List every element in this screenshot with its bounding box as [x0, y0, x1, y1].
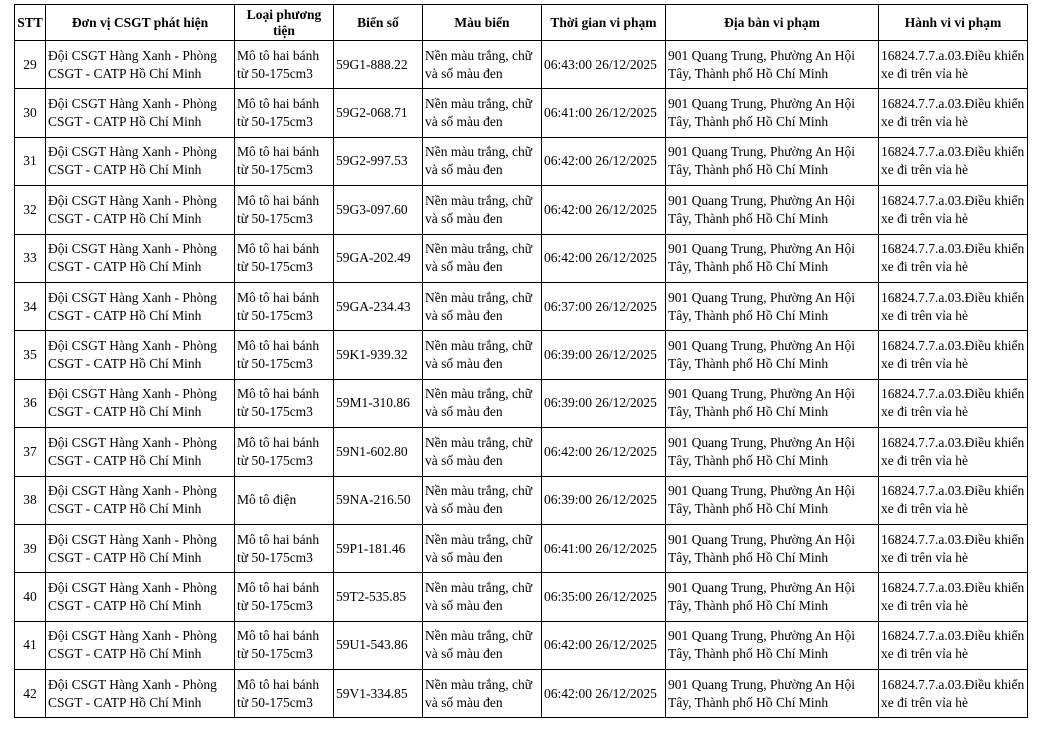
cell-plate-color: Nền màu trắng, chữ và số màu đen	[423, 89, 542, 137]
header-time: Thời gian vi phạm	[542, 5, 666, 41]
cell-plate: 59G1-888.22	[334, 41, 423, 89]
header-vehicle: Loại phương tiện	[235, 5, 334, 41]
header-violation: Hành vi vi phạm	[879, 5, 1028, 41]
cell-stt: 38	[15, 476, 46, 524]
cell-vehicle: Mô tô hai bánh từ 50-175cm3	[235, 524, 334, 572]
cell-time: 06:42:00 26/12/2025	[542, 186, 666, 234]
cell-vehicle: Mô tô hai bánh từ 50-175cm3	[235, 428, 334, 476]
cell-unit: Đội CSGT Hàng Xanh - Phòng CSGT - CATP Hồ Chí Minh	[46, 428, 235, 476]
cell-plate-color: Nền màu trắng, chữ và số màu đen	[423, 573, 542, 621]
cell-stt: 33	[15, 234, 46, 282]
cell-location: 901 Quang Trung, Phường An Hội Tây, Thành phố Hồ Chí Minh	[666, 428, 879, 476]
cell-plate-color: Nền màu trắng, chữ và số màu đen	[423, 41, 542, 89]
table-row	[15, 89, 1028, 137]
cell-stt: 29	[15, 41, 46, 89]
header-plate: Biển số	[334, 5, 423, 41]
cell-vehicle: Mô tô hai bánh từ 50-175cm3	[235, 137, 334, 185]
cell-stt: 30	[15, 89, 46, 137]
table-row	[15, 379, 1028, 427]
cell-time: 06:39:00 26/12/2025	[542, 379, 666, 427]
cell-stt: 39	[15, 524, 46, 572]
cell-plate: 59U1-543.86	[334, 621, 423, 669]
cell-plate-color: Nền màu trắng, chữ và số màu đen	[423, 670, 542, 718]
cell-vehicle: Mô tô hai bánh từ 50-175cm3	[235, 331, 334, 379]
cell-vehicle: Mô tô hai bánh từ 50-175cm3	[235, 573, 334, 621]
cell-plate: 59M1-310.86	[334, 379, 423, 427]
cell-violation: 16824.7.7.a.03.Điều khiển xe đi trên vỉa hè	[879, 670, 1028, 718]
cell-time: 06:42:00 26/12/2025	[542, 621, 666, 669]
cell-plate: 59V1-334.85	[334, 670, 423, 718]
cell-plate: 59P1-181.46	[334, 524, 423, 572]
cell-location: 901 Quang Trung, Phường An Hội Tây, Thành phố Hồ Chí Minh	[666, 379, 879, 427]
table-row	[15, 524, 1028, 572]
cell-vehicle: Mô tô điện	[235, 476, 334, 524]
cell-vehicle: Mô tô hai bánh từ 50-175cm3	[235, 89, 334, 137]
table-row	[15, 621, 1028, 669]
table-row	[15, 331, 1028, 379]
cell-stt: 36	[15, 379, 46, 427]
cell-unit: Đội CSGT Hàng Xanh - Phòng CSGT - CATP Hồ Chí Minh	[46, 186, 235, 234]
cell-location: 901 Quang Trung, Phường An Hội Tây, Thành phố Hồ Chí Minh	[666, 89, 879, 137]
cell-plate-color: Nền màu trắng, chữ và số màu đen	[423, 621, 542, 669]
cell-plate: 59GA-202.49	[334, 234, 423, 282]
cell-violation: 16824.7.7.a.03.Điều khiển xe đi trên vỉa hè	[879, 186, 1028, 234]
cell-plate: 59NA-216.50	[334, 476, 423, 524]
header-plate-color: Màu biển	[423, 5, 542, 41]
cell-plate-color: Nền màu trắng, chữ và số màu đen	[423, 524, 542, 572]
cell-violation: 16824.7.7.a.03.Điều khiển xe đi trên vỉa hè	[879, 573, 1028, 621]
header-stt: STT	[15, 5, 46, 41]
cell-vehicle: Mô tô hai bánh từ 50-175cm3	[235, 379, 334, 427]
cell-time: 06:37:00 26/12/2025	[542, 282, 666, 330]
cell-location: 901 Quang Trung, Phường An Hội Tây, Thành phố Hồ Chí Minh	[666, 573, 879, 621]
violations-table	[14, 4, 1028, 718]
table-row	[15, 186, 1028, 234]
cell-time: 06:35:00 26/12/2025	[542, 573, 666, 621]
cell-vehicle: Mô tô hai bánh từ 50-175cm3	[235, 670, 334, 718]
cell-violation: 16824.7.7.a.03.Điều khiển xe đi trên vỉa hè	[879, 234, 1028, 282]
cell-plate-color: Nền màu trắng, chữ và số màu đen	[423, 331, 542, 379]
cell-stt: 31	[15, 137, 46, 185]
cell-time: 06:43:00 26/12/2025	[542, 41, 666, 89]
cell-location: 901 Quang Trung, Phường An Hội Tây, Thành phố Hồ Chí Minh	[666, 476, 879, 524]
cell-violation: 16824.7.7.a.03.Điều khiển xe đi trên vỉa hè	[879, 428, 1028, 476]
cell-unit: Đội CSGT Hàng Xanh - Phòng CSGT - CATP Hồ Chí Minh	[46, 282, 235, 330]
cell-violation: 16824.7.7.a.03.Điều khiển xe đi trên vỉa hè	[879, 41, 1028, 89]
cell-unit: Đội CSGT Hàng Xanh - Phòng CSGT - CATP Hồ Chí Minh	[46, 524, 235, 572]
cell-unit: Đội CSGT Hàng Xanh - Phòng CSGT - CATP Hồ Chí Minh	[46, 41, 235, 89]
cell-unit: Đội CSGT Hàng Xanh - Phòng CSGT - CATP Hồ Chí Minh	[46, 234, 235, 282]
cell-plate: 59N1-602.80	[334, 428, 423, 476]
table-row	[15, 137, 1028, 185]
cell-time: 06:42:00 26/12/2025	[542, 428, 666, 476]
cell-location: 901 Quang Trung, Phường An Hội Tây, Thành phố Hồ Chí Minh	[666, 670, 879, 718]
cell-plate-color: Nền màu trắng, chữ và số màu đen	[423, 428, 542, 476]
cell-location: 901 Quang Trung, Phường An Hội Tây, Thành phố Hồ Chí Minh	[666, 524, 879, 572]
header-row	[15, 5, 1028, 41]
cell-location: 901 Quang Trung, Phường An Hội Tây, Thành phố Hồ Chí Minh	[666, 621, 879, 669]
cell-vehicle: Mô tô hai bánh từ 50-175cm3	[235, 282, 334, 330]
cell-stt: 42	[15, 670, 46, 718]
cell-vehicle: Mô tô hai bánh từ 50-175cm3	[235, 41, 334, 89]
cell-unit: Đội CSGT Hàng Xanh - Phòng CSGT - CATP Hồ Chí Minh	[46, 573, 235, 621]
cell-plate: 59T2-535.85	[334, 573, 423, 621]
cell-unit: Đội CSGT Hàng Xanh - Phòng CSGT - CATP Hồ Chí Minh	[46, 379, 235, 427]
cell-violation: 16824.7.7.a.03.Điều khiển xe đi trên vỉa hè	[879, 331, 1028, 379]
cell-location: 901 Quang Trung, Phường An Hội Tây, Thành phố Hồ Chí Minh	[666, 282, 879, 330]
cell-violation: 16824.7.7.a.03.Điều khiển xe đi trên vỉa hè	[879, 524, 1028, 572]
cell-time: 06:42:00 26/12/2025	[542, 670, 666, 718]
cell-violation: 16824.7.7.a.03.Điều khiển xe đi trên vỉa hè	[879, 282, 1028, 330]
cell-location: 901 Quang Trung, Phường An Hội Tây, Thành phố Hồ Chí Minh	[666, 186, 879, 234]
cell-unit: Đội CSGT Hàng Xanh - Phòng CSGT - CATP Hồ Chí Minh	[46, 621, 235, 669]
cell-plate-color: Nền màu trắng, chữ và số màu đen	[423, 186, 542, 234]
table-row	[15, 428, 1028, 476]
cell-plate-color: Nền màu trắng, chữ và số màu đen	[423, 282, 542, 330]
cell-stt: 37	[15, 428, 46, 476]
cell-violation: 16824.7.7.a.03.Điều khiển xe đi trên vỉa hè	[879, 89, 1028, 137]
cell-stt: 40	[15, 573, 46, 621]
cell-location: 901 Quang Trung, Phường An Hội Tây, Thành phố Hồ Chí Minh	[666, 331, 879, 379]
cell-location: 901 Quang Trung, Phường An Hội Tây, Thành phố Hồ Chí Minh	[666, 41, 879, 89]
cell-plate: 59K1-939.32	[334, 331, 423, 379]
header-location: Địa bàn vi phạm	[666, 5, 879, 41]
cell-unit: Đội CSGT Hàng Xanh - Phòng CSGT - CATP Hồ Chí Minh	[46, 89, 235, 137]
cell-plate-color: Nền màu trắng, chữ và số màu đen	[423, 476, 542, 524]
cell-stt: 41	[15, 621, 46, 669]
table-row	[15, 573, 1028, 621]
table-row	[15, 476, 1028, 524]
cell-stt: 35	[15, 331, 46, 379]
table-row	[15, 282, 1028, 330]
cell-vehicle: Mô tô hai bánh từ 50-175cm3	[235, 186, 334, 234]
cell-stt: 32	[15, 186, 46, 234]
cell-time: 06:42:00 26/12/2025	[542, 137, 666, 185]
cell-unit: Đội CSGT Hàng Xanh - Phòng CSGT - CATP Hồ Chí Minh	[46, 476, 235, 524]
cell-plate: 59GA-234.43	[334, 282, 423, 330]
cell-unit: Đội CSGT Hàng Xanh - Phòng CSGT - CATP Hồ Chí Minh	[46, 670, 235, 718]
cell-violation: 16824.7.7.a.03.Điều khiển xe đi trên vỉa hè	[879, 476, 1028, 524]
cell-plate-color: Nền màu trắng, chữ và số màu đen	[423, 137, 542, 185]
cell-time: 06:39:00 26/12/2025	[542, 476, 666, 524]
header-unit: Đơn vị CSGT phát hiện	[46, 5, 235, 41]
cell-time: 06:41:00 26/12/2025	[542, 89, 666, 137]
cell-location: 901 Quang Trung, Phường An Hội Tây, Thành phố Hồ Chí Minh	[666, 234, 879, 282]
cell-violation: 16824.7.7.a.03.Điều khiển xe đi trên vỉa hè	[879, 621, 1028, 669]
cell-plate-color: Nền màu trắng, chữ và số màu đen	[423, 234, 542, 282]
cell-plate: 59G2-068.71	[334, 89, 423, 137]
cell-time: 06:42:00 26/12/2025	[542, 234, 666, 282]
cell-plate-color: Nền màu trắng, chữ và số màu đen	[423, 379, 542, 427]
cell-unit: Đội CSGT Hàng Xanh - Phòng CSGT - CATP Hồ Chí Minh	[46, 331, 235, 379]
table-row	[15, 41, 1028, 89]
cell-location: 901 Quang Trung, Phường An Hội Tây, Thành phố Hồ Chí Minh	[666, 137, 879, 185]
cell-violation: 16824.7.7.a.03.Điều khiển xe đi trên vỉa hè	[879, 379, 1028, 427]
table-row	[15, 670, 1028, 718]
cell-violation: 16824.7.7.a.03.Điều khiển xe đi trên vỉa hè	[879, 137, 1028, 185]
cell-stt: 34	[15, 282, 46, 330]
table-row	[15, 234, 1028, 282]
cell-plate: 59G3-097.60	[334, 186, 423, 234]
cell-plate: 59G2-997.53	[334, 137, 423, 185]
cell-vehicle: Mô tô hai bánh từ 50-175cm3	[235, 621, 334, 669]
cell-vehicle: Mô tô hai bánh từ 50-175cm3	[235, 234, 334, 282]
cell-time: 06:41:00 26/12/2025	[542, 524, 666, 572]
cell-unit: Đội CSGT Hàng Xanh - Phòng CSGT - CATP Hồ Chí Minh	[46, 137, 235, 185]
cell-time: 06:39:00 26/12/2025	[542, 331, 666, 379]
